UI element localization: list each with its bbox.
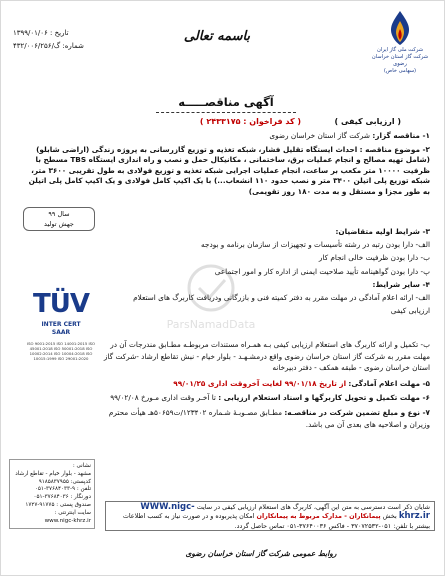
section-delivery-label: ۶- مهلت تکمیل و تحویل کاربرگها و اسناد استعلام ارزیابی :: [218, 393, 430, 403]
company-logo: [366, 9, 434, 75]
title-divider: [156, 112, 296, 113]
section-tenderer-value: شرکت گاز استان خراسان رضوی: [269, 131, 371, 140]
org-name-line2: شرکت گاز استان خراسان رضوی: [371, 54, 429, 67]
section-guarantee-label: ۷- نوع و مبلغ تضمین شرکت در مناقصـه:: [284, 407, 430, 417]
watermark-text: ParsNamadData: [166, 318, 256, 331]
address-line1: نشانی :: [72, 463, 91, 469]
address-line4: تلفن : ۹-۳۷۶۸۴۰۳۳-۰۵۱: [34, 486, 91, 493]
section-readiness: [100, 378, 430, 390]
address-website[interactable]: www.nigc-khrz.ir: [44, 517, 91, 524]
requirement-alef: الف- دارا بودن رتبه در رشته تأسیسات و تجهیزات از سازمان برنامه و بودجه: [201, 240, 430, 250]
section-subject-text: احداث ایستگاه تقلیل فشار، شبکه تغذیه و توزیع گازرسانی به پروژه زندگی (اراضی شابلو) (شامل تهیه مصالح و انجام عملیات برق، ساختمانی ، مکانیکال حمل و نصب و راه اندازی ایستگاه TBS مسطح با ظرفیت ۱۰۰۰۰ متر مکعب بر ساعت، انجام عملیات اجرایی شبکه تغذیه و توزیع فولادی به طول تقریبی ۳۶۰۰ متر، شبکه توزیع پلی اتیلن ۳۴۰۰ متر و نصب حدود ۱۱۰ انشعاب...) با یک اکیپ کامل فولادی و یک اکیپ کامل پلی اتیلن به طور مجزا و مستقل و به مدت ۱۸۰ روز تقویمی): [28, 144, 430, 196]
section-subject: [20, 145, 430, 198]
address-box: [9, 459, 95, 529]
section-guarantee-value: مطـابق مصـوبـۀ شـماره ۱۲۳۴۰۲/ت۵۰۶۵۹هـ هیأت محترم وزیران و اصلاحیه های بعدی آن می باشد.: [108, 407, 430, 429]
requirement-be: ب- دارا بودن ظرفیت خالی انجام کار: [318, 253, 430, 263]
section-delivery-value: تا آخـر وقت اداری مـورخ ۹۹/۰۲/۰۸: [110, 393, 216, 403]
requirement-pe: پ- دارا بودن گواهینامه تأیید صلاحیت ایمنی از اداره کار و امور اجتماعی: [214, 266, 430, 276]
address-line5: دورنگار : ۳۷۶۸۴۰۳۶-۰۵۱: [33, 494, 91, 501]
notice-title: آگهی مناقصـــــه: [178, 95, 274, 109]
address-line3: کدپستی: ۹۱۸۵۸۳۷۹۵۵: [38, 478, 91, 485]
footer-text-a: شایان ذکر است دسترسی به متن این آگهی، کاربرگ های استعلام ارزیابی کیفی در سایت: [196, 503, 430, 511]
footer-contractors-link[interactable]: پیمانکاران - مدارک مربوط به پیمانکاران: [256, 512, 381, 521]
notice-type: ( ارزیابی کیفی ): [334, 117, 401, 126]
cert-sub1: INTER CERT: [41, 321, 81, 328]
section-tenderer-label: ۱- مناقصه گزار:: [372, 131, 430, 140]
number-label: شماره: گ/۴۳۲/۰۰۶/۲۵۶: [13, 42, 84, 50]
date-label: تاریخ : ۱۳۹۹/۰۱/۰۶: [13, 29, 69, 37]
section-requirements-label: ۳- شرایط اولیه متقاضیان:: [335, 227, 430, 236]
org-name-line1: شرکت ملی گاز ایران: [376, 47, 424, 53]
section-tenderer: [20, 131, 430, 142]
notice-type-line: [121, 117, 401, 126]
section-subject-label: ۲- موضوع مناقصه :: [359, 144, 430, 154]
cert-standards: ISO 9001:2015 ISO 14001:2015 ISO 45001:2018 ISO 50001:2018 ISO 10002:2014 ISO 10004:2018 ISO 10015:1999 ISO 29001:2020: [26, 341, 95, 361]
tender-subject-section: [20, 131, 430, 198]
gas-flame-logo-icon: [383, 9, 417, 47]
org-name-line3: (سهامی خاص): [383, 68, 417, 74]
address-line2: مشهد - بلوار خیام - تقاطع ارشاد: [15, 470, 91, 477]
address-line6: صندوق پستی : ۹۱۷۷۵-۱۷۲۷: [25, 501, 91, 508]
watermark-logo-icon: [151, 256, 271, 336]
date-number-block: [13, 27, 123, 53]
year-slogan-line2: جهش تولید: [44, 220, 74, 228]
footer-text-c: امکان پذیربوده و در صورت نیاز به کسب اطلاعات بیشتر با تلفن: ۰۵۱-۳۷۰۷۲۵۳۲ - فاکس ۳۷۶۴۰۰۳۶-۰۵۱ تماس حاصل گردد.: [122, 512, 430, 530]
call-number: ( کد فراخوان : ۲۴۳۳۱۷۵ ): [199, 117, 302, 126]
other-condition-be: ب- تکمیل و ارائه کاربرگ های استعلام ارزیابی کیفی بـه همـراه مستندات مربوطـه مطـابق مندرجات آن در مهلت مقرر به شرکت گاز استان خراسان رضوی واقع درمشـهـد - بلوار خیام - نبش تقاطع ارشاد -شرکت گاز استان خراسان رضوی - طبقه همکف - دفتر دبیرخانه: [103, 340, 430, 373]
cert-sub2: SAAR: [51, 329, 71, 336]
cert-brand: TÜV: [33, 289, 89, 319]
deadlines-section: [100, 340, 430, 430]
salutation: باسمه تعالی: [183, 29, 251, 44]
year-slogan-box: [23, 207, 95, 231]
other-condition-alef: الف- ارائه اعلام آمادگی در مهلت مقرر به دفتر کمیته فنی و بازرگانی ودریافت کاربرگ های استعلام ارزیابی کیفی: [133, 293, 430, 316]
section-delivery: [100, 392, 430, 404]
section-other-label: ۴- سایر شرایط:: [372, 279, 430, 289]
section-readiness-label: ۵- مهلت اعلام آمادگی:: [348, 378, 430, 388]
certification-badge: [21, 287, 101, 387]
section-guarantee: [100, 407, 430, 430]
info-footer-box: [105, 501, 435, 531]
public-relations-signature: روابط عمومی شرکت گاز استان خراسان رضوی: [185, 549, 337, 558]
year-slogan-line1: سال ۹۹: [48, 210, 70, 218]
letterhead: [7, 7, 440, 91]
footer-website-link[interactable]: WWW.nigc-khrz.ir: [140, 502, 430, 522]
section-readiness-value: از تاریخ ۹۹/۰۱/۱۸ لغایت آخروقت اداری ۹۹/۰۱/۲۵: [173, 378, 347, 388]
address-line7: سایت اینترنتی :: [54, 509, 91, 516]
footer-text-b: بخش: [382, 512, 397, 521]
